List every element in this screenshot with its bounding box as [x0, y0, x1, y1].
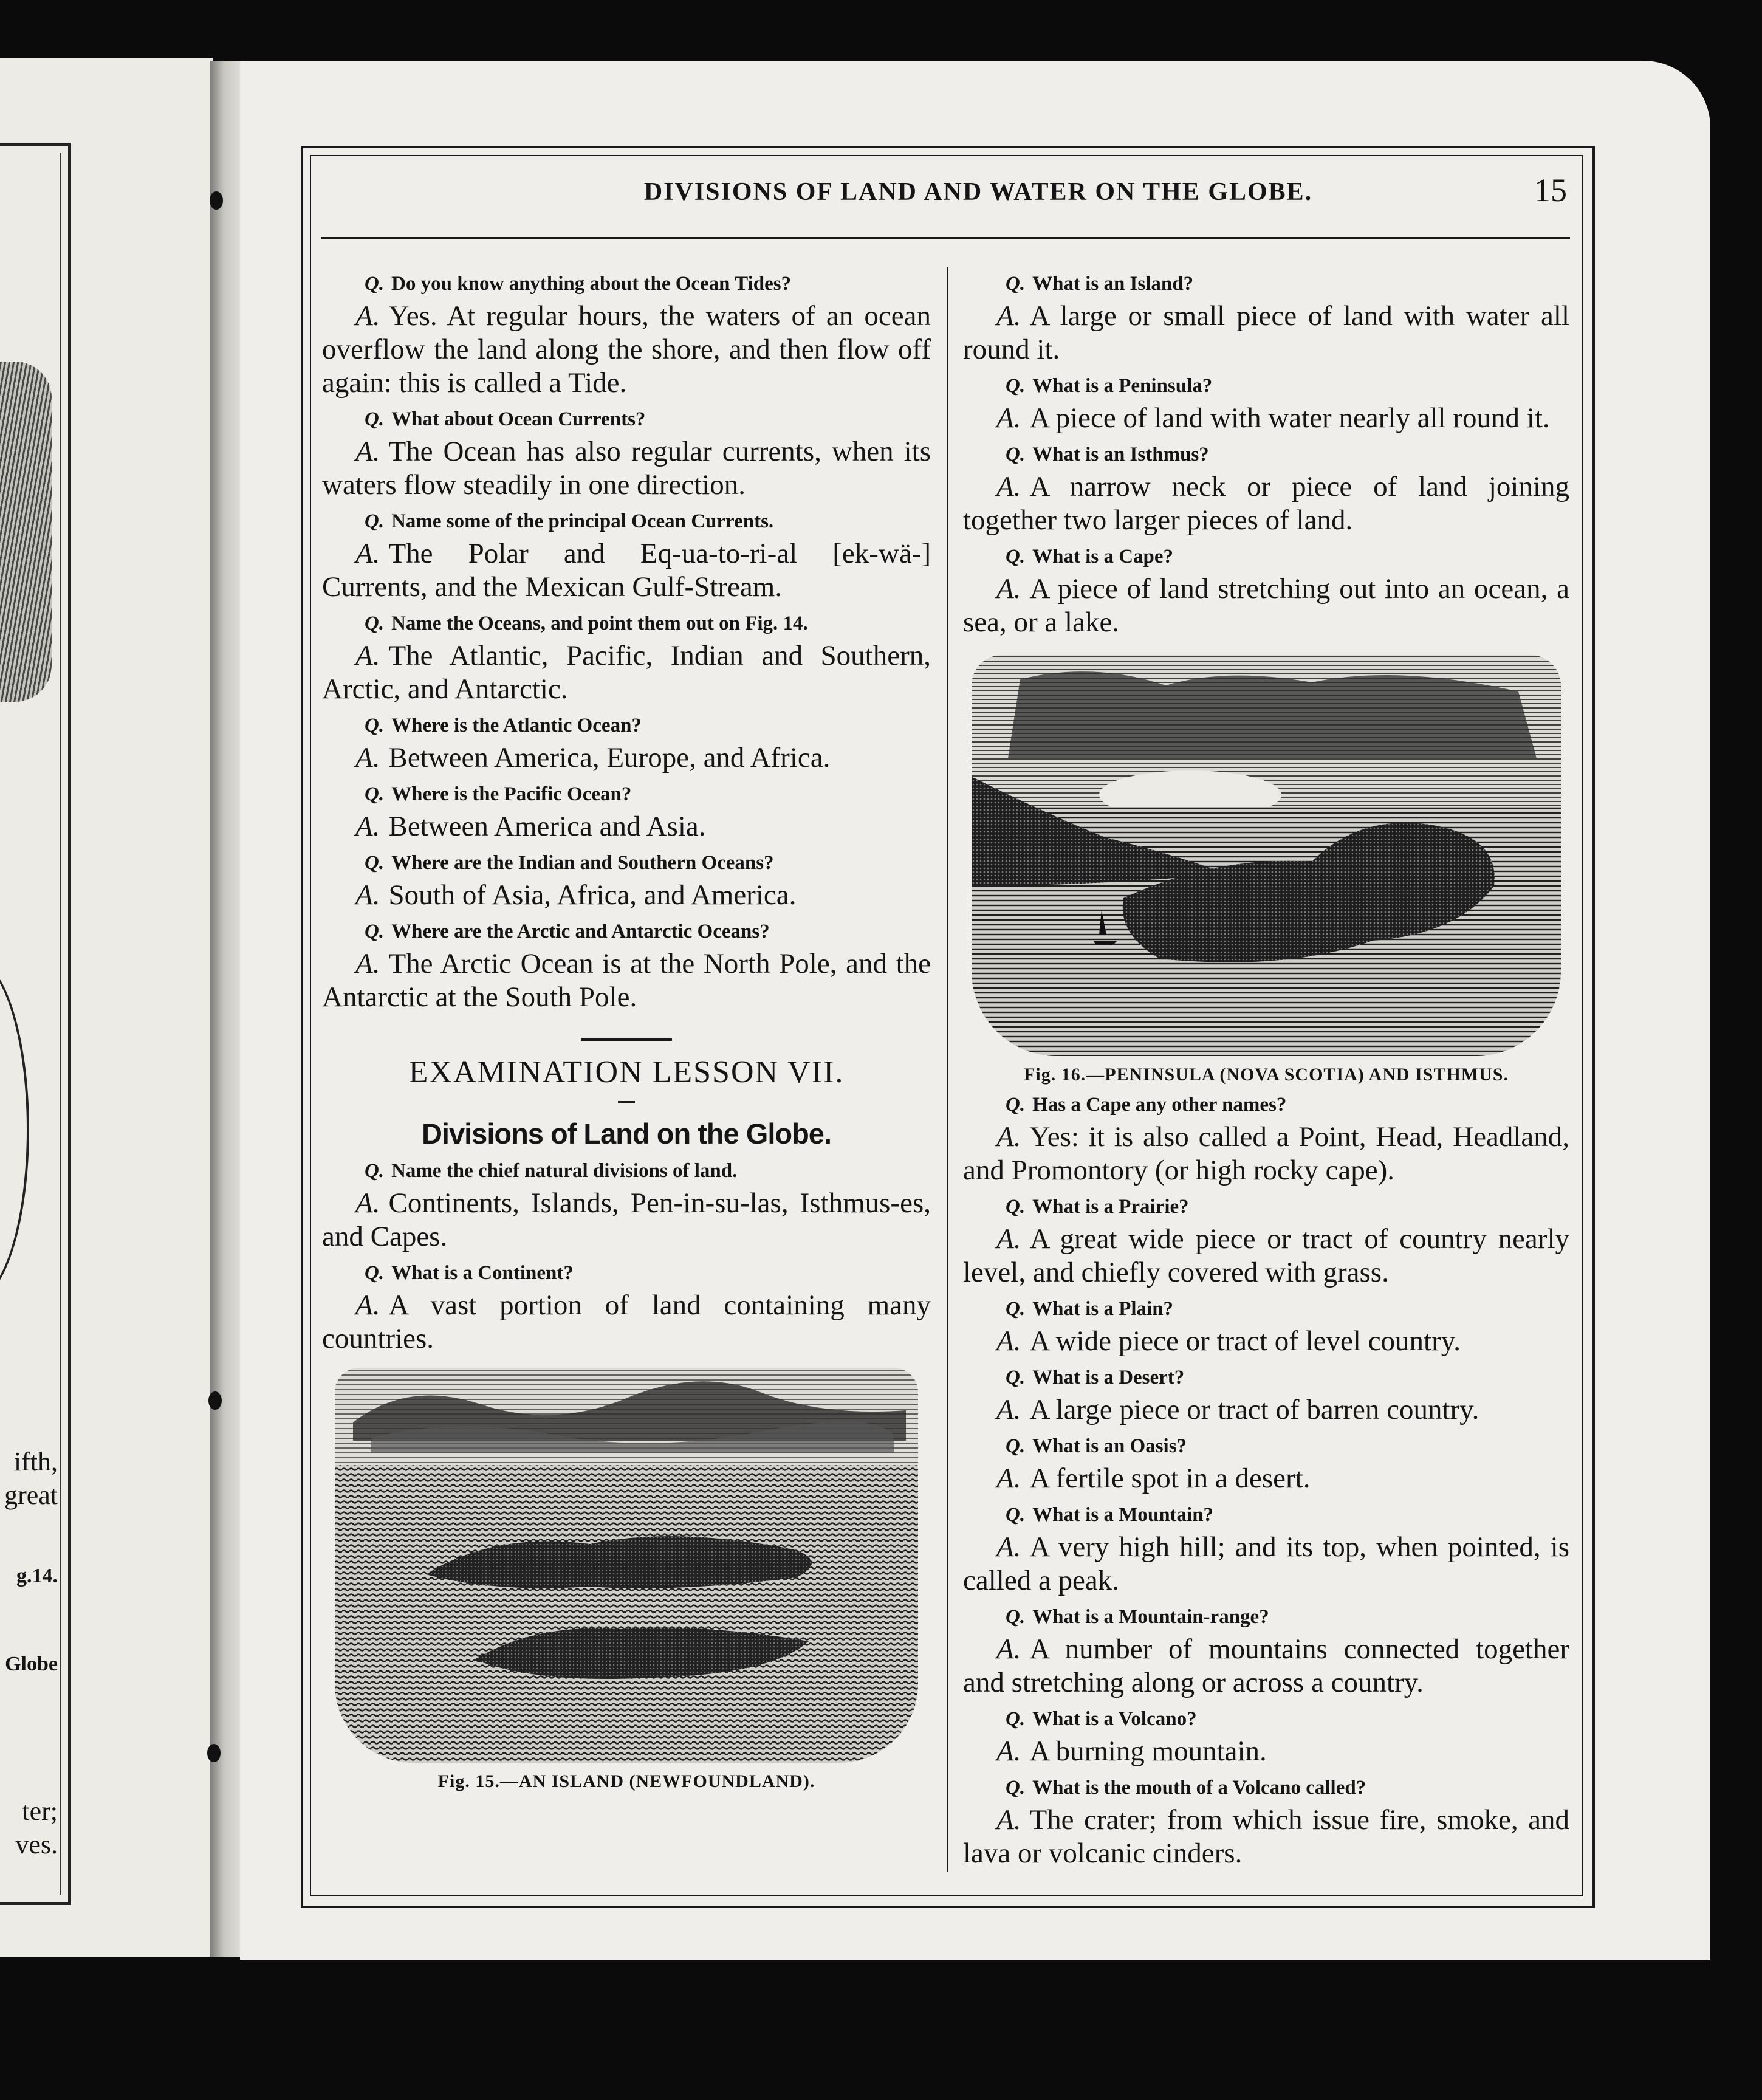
figure-caption: Fig. 16.—PENINSULA (NOVA SCOTIA) AND ISTHMUS. — [1024, 1065, 1509, 1085]
question — [1006, 1193, 1569, 1220]
answer-marker: A. — [996, 1325, 1021, 1357]
answer-text: Continents, Islands, Pen-in-su-las, Isthmus-es, and Capes. — [322, 1187, 931, 1252]
answer — [322, 1187, 931, 1254]
question-marker: Q. — [1006, 1504, 1026, 1526]
qa-list — [963, 270, 1569, 639]
question-text: What is the mouth of a Volcano called? — [1032, 1777, 1366, 1799]
answer-marker: A. — [996, 1463, 1021, 1494]
answer-marker: A. — [996, 1633, 1021, 1665]
question — [365, 406, 931, 433]
question-text: Has a Cape any other names? — [1032, 1094, 1287, 1116]
answer-text: Yes. At regular hours, the waters of an ocean overflow the land along the shore, and then flow off again: this is called a Tide. — [322, 300, 931, 399]
answer-marker: A. — [996, 1804, 1021, 1836]
question-text: What is an Island? — [1032, 273, 1194, 295]
previous-page-engraving — [0, 362, 52, 702]
question — [1006, 441, 1569, 468]
answer — [963, 402, 1569, 435]
question-marker: Q. — [365, 852, 385, 874]
answer-text: A large or small piece of land with water all round it. — [963, 300, 1569, 365]
question-marker: Q. — [1006, 1777, 1026, 1799]
answer-marker: A. — [996, 573, 1021, 605]
answer-marker: A. — [996, 1223, 1021, 1255]
question-marker: Q. — [1006, 1606, 1026, 1628]
answer-marker: A. — [996, 300, 1021, 332]
question-text: What is a Desert? — [1032, 1367, 1185, 1388]
previous-page-text: ter; — [22, 1796, 58, 1826]
column-rule — [947, 267, 948, 1872]
previous-page-text: ifth, — [13, 1447, 58, 1477]
question — [1006, 1706, 1569, 1732]
answer-text: A piece of land with water nearly all round it. — [1029, 402, 1550, 434]
answer-text: South of Asia, Africa, and America. — [388, 879, 797, 911]
previous-page — [0, 58, 213, 1957]
answer — [322, 741, 931, 775]
answer — [963, 1633, 1569, 1700]
qa-list — [322, 270, 931, 1014]
question — [1006, 1604, 1569, 1630]
question-text: What is an Oasis? — [1032, 1435, 1187, 1457]
figure-island-engraving — [335, 1368, 918, 1763]
question-marker: Q. — [1006, 1708, 1026, 1730]
answer-marker: A. — [996, 1531, 1021, 1563]
question-marker: Q. — [365, 783, 385, 805]
answer — [963, 1393, 1569, 1427]
question — [1006, 1501, 1569, 1528]
question-marker: Q. — [365, 408, 385, 430]
question-text: Where is the Atlantic Ocean? — [391, 715, 642, 736]
answer — [322, 639, 931, 706]
answer — [322, 810, 931, 843]
question-marker: Q. — [1006, 546, 1026, 568]
figure-caption: Fig. 15.—AN ISLAND (NEWFOUNDLAND). — [437, 1771, 815, 1791]
right-column — [963, 264, 1569, 1874]
question-marker: Q. — [365, 510, 385, 532]
question-text: What is a Prairie? — [1032, 1196, 1189, 1218]
answer — [322, 879, 931, 912]
question-text: What is a Mountain? — [1032, 1504, 1214, 1526]
answer-marker: A. — [355, 948, 380, 980]
question — [365, 712, 931, 739]
question — [1006, 372, 1569, 399]
answer — [963, 1223, 1569, 1289]
answer-text: A number of mountains connected together and stretching along or across a country. — [963, 1633, 1569, 1698]
question-text: Where are the Indian and Southern Oceans? — [391, 852, 774, 874]
section-divider — [581, 1038, 672, 1041]
answer-marker: A. — [996, 471, 1021, 503]
answer-text: Between America and Asia. — [388, 811, 706, 842]
question — [1006, 1433, 1569, 1460]
answer — [963, 1803, 1569, 1870]
question — [365, 849, 931, 876]
answer-text: A very high hill; and its top, when pointed, is called a peak. — [963, 1531, 1569, 1596]
previous-page-text: Globe — [5, 1653, 58, 1675]
section-title: Divisions of Land on the Globe. — [421, 1117, 832, 1150]
title-divider — [618, 1101, 635, 1103]
question — [1006, 1364, 1569, 1391]
left-column — [322, 264, 931, 1792]
question-text: What is an Isthmus? — [1032, 444, 1209, 465]
question — [1006, 1091, 1569, 1118]
question-marker: Q. — [365, 612, 385, 634]
question-text: Name the chief natural divisions of land. — [391, 1160, 738, 1182]
previous-page-text: ves. — [15, 1830, 58, 1859]
question-marker: Q. — [1006, 1298, 1026, 1320]
answer-text: A great wide piece or tract of country nearly level, and chiefly covered with grass. — [963, 1223, 1569, 1288]
answer-marker: A. — [355, 742, 380, 774]
question — [365, 1260, 931, 1286]
question-marker: Q. — [365, 921, 385, 942]
answer-marker: A. — [355, 1187, 380, 1219]
question-marker: Q. — [1006, 1196, 1026, 1218]
question-text: What about Ocean Currents? — [391, 408, 646, 430]
question-marker: Q. — [365, 715, 385, 736]
answer — [963, 1462, 1569, 1495]
answer-marker: A. — [996, 1121, 1021, 1153]
answer-text: A piece of land stretching out into an ocean, a sea, or a lake. — [963, 573, 1569, 638]
answer-text: The Atlantic, Pacific, Indian and Southern, Arctic, and Antarctic. — [322, 640, 931, 705]
question — [1006, 1774, 1569, 1801]
answer-marker: A. — [355, 1289, 380, 1321]
answer-text: The Ocean has also regular currents, when its waters flow steadily in one direction. — [322, 436, 931, 501]
question-text: Name the Oceans, and point them out on Fig. 14. — [391, 612, 808, 634]
binding-hole — [210, 191, 223, 210]
binding-hole — [207, 1744, 221, 1762]
answer-marker: A. — [355, 436, 380, 467]
answer — [322, 435, 931, 502]
previous-page-text: great — [4, 1480, 58, 1510]
answer-marker: A. — [355, 538, 380, 569]
question-marker: Q. — [365, 273, 385, 295]
question — [1006, 1295, 1569, 1322]
binding-hole — [208, 1391, 222, 1410]
answer — [963, 1531, 1569, 1597]
question-marker: Q. — [1006, 375, 1026, 397]
answer-marker: A. — [355, 300, 380, 332]
answer — [963, 470, 1569, 537]
question — [365, 781, 931, 808]
answer-text: The Arctic Ocean is at the North Pole, and the Antarctic at the South Pole. — [322, 948, 931, 1013]
question-text: What is a Cape? — [1032, 546, 1174, 568]
question — [365, 270, 931, 297]
question — [1006, 270, 1569, 297]
answer — [322, 300, 931, 400]
answer-text: The crater; from which issue fire, smoke, and lava or volcanic cinders. — [963, 1804, 1569, 1869]
question-text: What is a Continent? — [391, 1262, 574, 1284]
question — [365, 918, 931, 945]
answer — [963, 300, 1569, 366]
previous-page-text: g.14. — [16, 1565, 58, 1587]
page-number: 15 — [1534, 172, 1567, 208]
answer — [963, 1325, 1569, 1358]
question-text: Where are the Arctic and Antarctic Oceans? — [391, 921, 770, 942]
question-text: Where is the Pacific Ocean? — [391, 783, 632, 805]
answer — [963, 1120, 1569, 1187]
answer-text: A fertile spot in a desert. — [1029, 1463, 1311, 1494]
lesson-title: EXAMINATION LESSON VII. — [408, 1055, 845, 1089]
answer-text: A large piece or tract of barren country. — [1029, 1394, 1479, 1426]
question-marker: Q. — [1006, 273, 1026, 295]
question-text: What is a Mountain-range? — [1032, 1606, 1269, 1628]
question-text: Do you know anything about the Ocean Tides? — [391, 273, 792, 295]
question-text: What is a Plain? — [1032, 1298, 1174, 1320]
answer-marker: A. — [355, 879, 380, 911]
header-rule — [321, 237, 1570, 239]
answer-text: Yes: it is also called a Point, Head, Headland, and Promontory (or high rocky cape). — [963, 1121, 1569, 1186]
answer-text: A narrow neck or piece of land joining together two larger pieces of land. — [963, 471, 1569, 536]
question — [365, 508, 931, 535]
question-text: Name some of the principal Ocean Currents. — [391, 510, 774, 532]
answer-marker: A. — [355, 640, 380, 671]
answer — [963, 1735, 1569, 1768]
question-marker: Q. — [365, 1262, 385, 1284]
question-marker: Q. — [1006, 1094, 1026, 1116]
answer-text: A vast portion of land containing many countries. — [322, 1289, 931, 1354]
question-marker: Q. — [1006, 444, 1026, 465]
answer-text: A wide piece or tract of level country. — [1029, 1325, 1461, 1357]
qa-list — [322, 1158, 931, 1356]
qa-list — [963, 1091, 1569, 1870]
answer-text: The Polar and Eq-ua-to-ri-al [ek-wä-] Currents, and the Mexican Gulf-Stream. — [322, 538, 931, 603]
answer-marker: A. — [996, 1735, 1021, 1767]
answer-marker: A. — [996, 402, 1021, 434]
answer — [322, 537, 931, 604]
answer-text: Between America, Europe, and Africa. — [388, 742, 831, 774]
answer — [963, 572, 1569, 639]
question-marker: Q. — [1006, 1435, 1026, 1457]
running-header: DIVISIONS OF LAND AND WATER ON THE GLOBE. — [643, 178, 1313, 206]
figure-peninsula-engraving — [972, 655, 1561, 1056]
answer — [322, 947, 931, 1014]
question-text: What is a Peninsula? — [1032, 375, 1213, 397]
answer-marker: A. — [355, 811, 380, 842]
question — [365, 1158, 931, 1184]
question-marker: Q. — [365, 1160, 385, 1182]
question-text: What is a Volcano? — [1032, 1708, 1197, 1730]
question-marker: Q. — [1006, 1367, 1026, 1388]
answer-marker: A. — [996, 1394, 1021, 1426]
question — [1006, 543, 1569, 570]
answer-text: A burning mountain. — [1029, 1735, 1267, 1767]
question — [365, 610, 931, 637]
answer — [322, 1289, 931, 1356]
